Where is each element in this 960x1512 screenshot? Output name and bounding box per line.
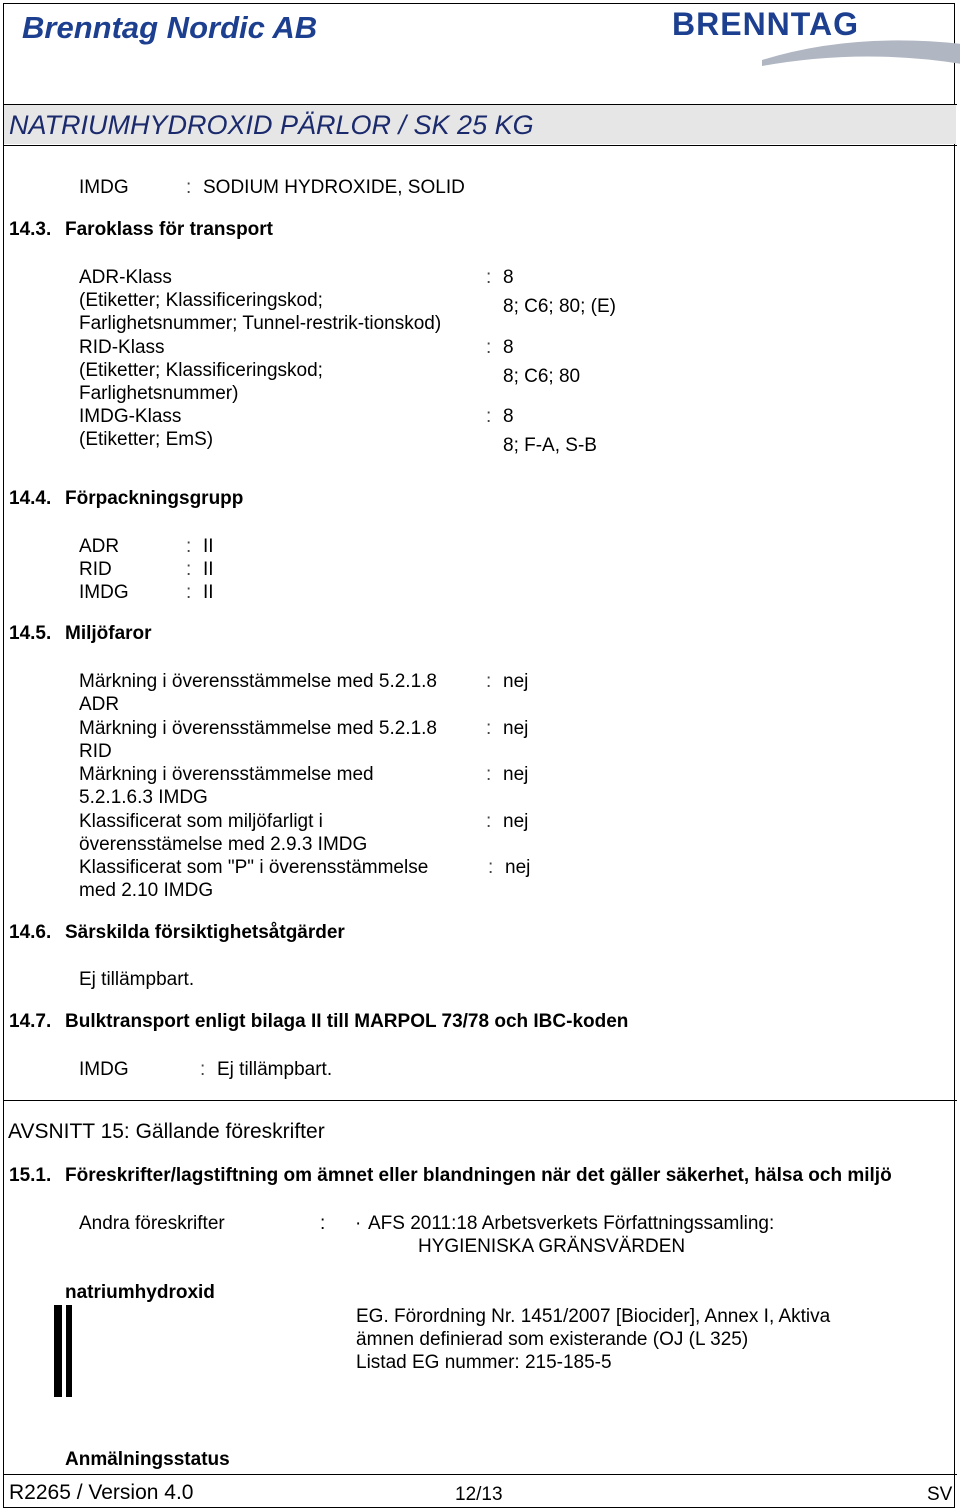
env-row-value: nej (505, 857, 531, 878)
page-title: NATRIUMHYDROXID PÄRLOR / SK 25 KG (9, 110, 534, 140)
imdg-class-label: IMDG-Klass (79, 406, 182, 427)
bulk-imdg-label: IMDG (79, 1059, 129, 1080)
section-title: Bulktransport enligt bilaga II till MARPOL 73/78 och IBC-koden (65, 1011, 629, 1032)
brenntag-logo (672, 6, 952, 68)
regulation-text: ämnen definierad som existerande (OJ (L 325) (356, 1329, 749, 1350)
colon: : (486, 671, 492, 692)
section-heading: AVSNITT 15: Gällande föreskrifter (8, 1120, 325, 1143)
env-row-label: RID (79, 741, 112, 762)
imdg-labels-label: (Etiketter; EmS) (79, 429, 214, 450)
imdg-labels-value: 8; F-A, S-B (503, 435, 597, 456)
packing-imdg-label: IMDG (79, 582, 129, 603)
section-number: 14.5. (9, 623, 52, 644)
adr-class-value: 8 (503, 267, 514, 288)
section-number: 14.4. (9, 488, 52, 509)
other-regulations-label: Andra föreskrifter (79, 1213, 225, 1234)
section-number: 14.7. (9, 1011, 52, 1032)
env-row-value: nej (503, 671, 529, 692)
packing-adr-value: II (203, 536, 214, 557)
colon: : (486, 718, 492, 739)
brenntag-logo-text: BRENNTAG (672, 6, 859, 42)
packing-imdg-value: II (203, 582, 214, 603)
env-row-value: nej (503, 764, 529, 785)
colon: : (186, 177, 192, 198)
env-row-label: Märkning i överensstämmelse med (79, 764, 374, 785)
imdg-class-value: 8 (503, 406, 514, 427)
regulation-text: Listad EG nummer: 215-185-5 (356, 1352, 612, 1373)
colon: : (186, 536, 192, 557)
colon: : (486, 811, 492, 832)
bulk-imdg-value: Ej tillämpbart. (217, 1059, 333, 1080)
colon: : (486, 267, 492, 288)
rid-class-label: RID-Klass (79, 337, 165, 358)
bullet: · (355, 1213, 362, 1234)
brenntag-swoosh-icon (762, 38, 960, 68)
env-row-label: Märkning i överensstämmelse med 5.2.1.8 (79, 718, 437, 739)
section-title: Föreskrifter/lagstiftning om ämnet eller blandningen när det gäller säkerhet, hälsa och miljö (65, 1165, 892, 1186)
imdg-label: IMDG (79, 177, 129, 198)
adr-labels-value: 8; C6; 80; (E) (503, 296, 616, 317)
colon: : (488, 857, 494, 878)
section-number: 15.1. (9, 1165, 52, 1186)
env-row-label: 5.2.1.6.3 IMDG (79, 787, 208, 808)
adr-labels-label: Farlighetsnummer; Tunnel-restrik-tionskod) (79, 313, 442, 334)
other-regulations-value: HYGIENISKA GRÄNSVÄRDEN (418, 1236, 686, 1257)
document-id: R2265 / Version 4.0 (9, 1481, 194, 1504)
packing-rid-label: RID (79, 559, 112, 580)
env-row-label: Klassificerat som "P" i överensstämmelse (79, 857, 429, 878)
regulation-text: EG. Förordning Nr. 1451/2007 [Biocider], Annex I, Aktiva (356, 1306, 831, 1327)
section-title: Särskilda försiktighetsåtgärder (65, 922, 345, 943)
adr-class-label: ADR-Klass (79, 267, 172, 288)
colon: : (486, 337, 492, 358)
env-row-value: nej (503, 811, 529, 832)
colon: : (200, 1059, 206, 1080)
rid-labels-label: (Etiketter; Klassificeringskod; (79, 360, 323, 381)
divider (3, 104, 957, 105)
env-row-label: med 2.10 IMDG (79, 880, 214, 901)
colon: : (186, 559, 192, 580)
company-name: Brenntag Nordic AB (22, 10, 318, 45)
packing-adr-label: ADR (79, 536, 120, 557)
env-row-label: överensstämelse med 2.9.3 IMDG (79, 834, 368, 855)
rid-class-value: 8 (503, 337, 514, 358)
section-title: Förpackningsgrupp (65, 488, 244, 509)
colon: : (486, 764, 492, 785)
rid-labels-value: 8; C6; 80 (503, 366, 581, 387)
env-row-label: Märkning i överensstämmelse med 5.2.1.8 (79, 671, 437, 692)
env-row-value: nej (503, 718, 529, 739)
change-bar (66, 1305, 72, 1397)
divider (3, 1474, 957, 1475)
env-row-label: Klassificerat som miljöfarligt i (79, 811, 323, 832)
divider (3, 1100, 957, 1101)
imdg-value: SODIUM HYDROXIDE, SOLID (203, 177, 465, 198)
page-number: 12/13 (455, 1484, 503, 1505)
rid-labels-label: Farlighetsnummer) (79, 383, 239, 404)
packing-rid-value: II (203, 559, 214, 580)
language-code: SV (927, 1484, 953, 1505)
divider (3, 145, 957, 146)
change-bar (54, 1305, 62, 1397)
precautions-text: Ej tillämpbart. (79, 969, 195, 990)
env-row-label: ADR (79, 694, 120, 715)
section-title: Faroklass för transport (65, 219, 273, 240)
section-number: 14.6. (9, 922, 52, 943)
substance-name: natriumhydroxid (65, 1282, 215, 1303)
colon: : (486, 406, 492, 427)
other-regulations-value: AFS 2011:18 Arbetsverkets Författningssamling: (368, 1213, 775, 1234)
adr-labels-label: (Etiketter; Klassificeringskod; (79, 290, 323, 311)
section-number: 14.3. (9, 219, 52, 240)
colon: : (186, 582, 192, 603)
colon: : (320, 1213, 326, 1234)
section-title: Miljöfaror (65, 623, 152, 644)
notification-status: Anmälningsstatus (65, 1449, 230, 1470)
